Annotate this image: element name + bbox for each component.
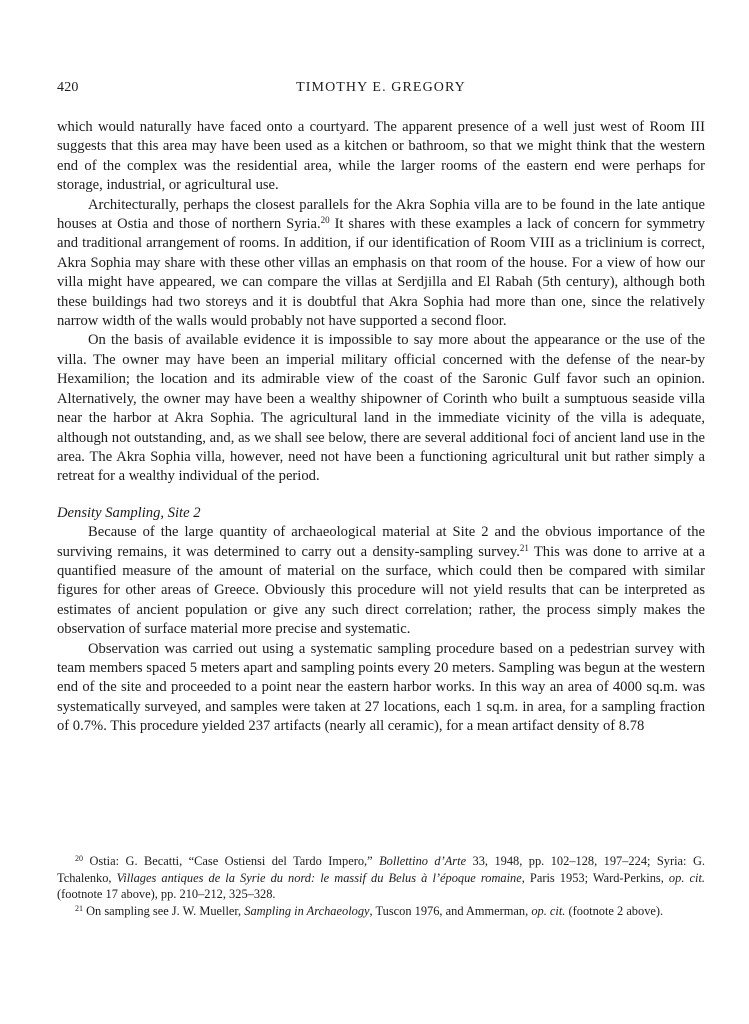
footnote-ref-21[interactable]: 21	[519, 542, 529, 553]
body-text	[57, 118, 705, 737]
paragraph-1: which would naturally have faced onto a courtyard. The apparent presence of a well just west of Room III suggests that this area may have been used as a kitchen or bathroom, so that we might think that the western end of the complex was the residential area, while the larger rooms of the eastern end were perhaps for storage, industrial, or agricultural use.	[57, 119, 705, 194]
footnote-21-text: , Tuscon 1976, and Ammerman,	[369, 903, 532, 918]
footnote-20-book-title: Villages antiques de la Syrie du nord: le massif du Belus à l’époque romaine	[116, 870, 522, 885]
page-header	[57, 80, 705, 100]
footnote-20-text: (footnote 17 above), pp. 210–212, 325–328.	[57, 887, 276, 901]
footnote-21-book-title: Sampling in Archaeology	[244, 903, 370, 918]
paragraph-3: On the basis of available evidence it is impossible to say more about the appearance or the use of the villa. The owner may have been an imperial military official concerned with the defense of the near-by Hexamilion; the location and its admirable view of the coast of the Saronic Gulf favor such an opinion. Alternatively, the owner may have been a wealthy shipowner of Corinth who built a sumptuous seaside villa near the harbor at Akra Sophia. The agricultural land in the immediate vicinity of the villa is adequate, although not outstanding, and, as we shall see below, there are several additional foci of ancient land use in the area. The Akra Sophia villa, however, need not have been a functioning agricultural unit but rather simply a retreat for a wealthy individual of the period.	[57, 332, 705, 485]
footnote-21	[57, 903, 705, 920]
paragraph-2	[57, 196, 705, 332]
footnotes	[57, 853, 705, 919]
footnote-20-text: 33, 1948, pp. 102–128, 197–224; Syria: G. Tchalenko,	[57, 854, 705, 885]
footnote-20-op-cit: op. cit.	[668, 870, 705, 885]
paragraph-4	[57, 523, 705, 639]
footnote-21-text: (footnote 2 above).	[565, 903, 664, 918]
footnote-20-journal-title: Bollettino d’Arte	[379, 854, 467, 868]
footnote-21-op-cit: op. cit.	[531, 903, 566, 918]
footnote-21-text: On sampling see J. W. Mueller,	[83, 903, 245, 918]
footnote-20	[57, 853, 705, 903]
paragraph-2-text-b: It shares with these examples a lack of concern for symmetry and traditional arrangement of rooms. In addition, if our identification of Room VIII as a triclinium is correct, Akra Sophia may share with these other villas an emphasis on that room of the house. For a view of how our villa might have appeared, we can compare the villas at Serdjilla and El Rabah (5th century), although both these buildings had two storeys and it is doubtful that Akra Sophia had more than one, since the relatively narrow width of the walls would probably not have supported a second floor.	[57, 216, 705, 330]
footnote-ref-20[interactable]: 20	[320, 215, 330, 226]
footnote-20-text: Ostia: G. Becatti, “Case Ostiensi del Tardo Impero,”	[83, 854, 380, 868]
paragraph-5: Observation was carried out using a systematic sampling procedure based on a pedestrian survey with team members spaced 5 meters apart and sampling points every 20 meters. Sampling was begun at the western end of the site and proceeded to a point near the eastern harbor works. In this way an area of 4000 sq.m. was systematically surveyed, and samples were taken at 27 locations, each 1 sq.m. in area, for a sampling fraction of 0.7%. This procedure yielded 237 artifacts (nearly all ceramic), for a mean artifact density of 8.78	[57, 640, 705, 735]
paragraph-2-text-a: Architecturally, perhaps the closest parallels for the Akra Sophia villa are to be found in the late antique houses at Ostia and those of northern Syria.	[57, 196, 705, 233]
footnote-20-text: , Paris 1953; Ward-Perkins,	[521, 870, 669, 885]
footnote-number-20: 20	[75, 854, 83, 863]
running-head: TIMOTHY E. GREGORY	[296, 80, 466, 95]
paragraph-4-text-b: This was done to arrive at a quantified measure of the amount of material on the surface, which could then be compared with similar figures for other areas of Greece. Obviously this procedure will not yield results that can be interpreted as estimates of ancient population or give any such direct correlation; rather, the process simply makes the observation of surface material more precise and systematic.	[57, 543, 706, 638]
footnote-number-21: 21	[75, 903, 83, 913]
paragraph-4-text-a: Because of the large quantity of archaeological material at Site 2 and the obvious importance of the surviving remains, it was determined to carry out a density-sampling survey.	[57, 524, 705, 560]
page-number: 420	[57, 80, 79, 95]
section-heading: Density Sampling, Site 2	[57, 504, 201, 521]
